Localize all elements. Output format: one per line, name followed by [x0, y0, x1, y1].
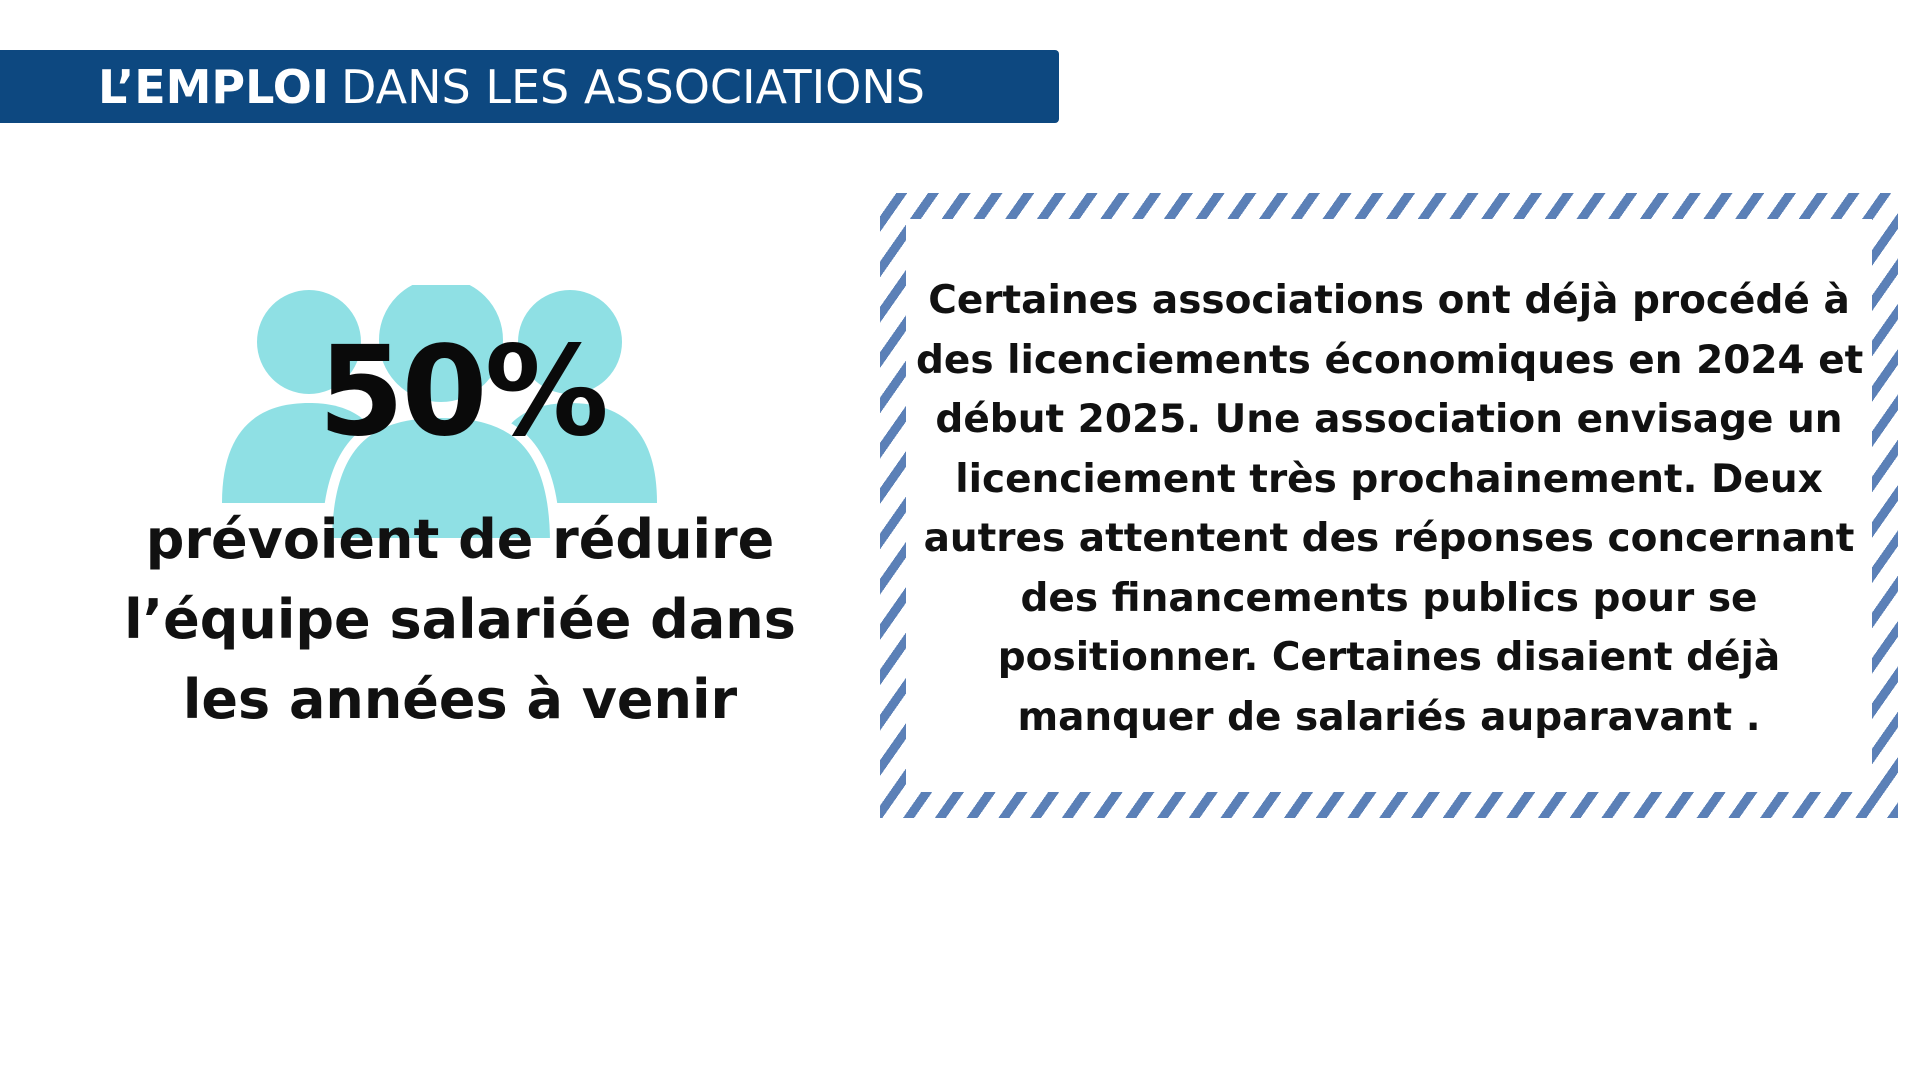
- title-bold-text: L’EMPLOI: [98, 59, 330, 114]
- info-box-line: des licenciements économiques en 2024 et: [916, 337, 1864, 383]
- title-rest-text: DANS LES ASSOCIATIONS: [341, 59, 925, 114]
- info-box-line: Certaines associations ont déjà procédé à: [928, 278, 1850, 323]
- info-box-line: autres attentent des réponses concernant: [923, 516, 1855, 561]
- info-box-line: positionner. Certaines disaient déjà: [997, 635, 1781, 680]
- stat-value: 50%: [318, 320, 606, 464]
- stat-caption-line: prévoient de réduire: [145, 508, 775, 571]
- info-box-line: des financements publics pour se: [1020, 575, 1758, 621]
- stat-caption-line: les années à venir: [182, 668, 738, 731]
- title-banner: [0, 50, 1059, 123]
- info-box-text: [906, 271, 1872, 747]
- stat-caption: [110, 500, 810, 740]
- info-box-line: licenciement très prochainement. Deux: [955, 456, 1823, 502]
- stat-caption-line: l’équipe salariée dans: [124, 588, 796, 651]
- info-box-line: début 2025. Une association envisage un: [935, 397, 1843, 442]
- info-box: [880, 193, 1898, 818]
- info-box-line: manquer de salariés auparavant .: [1017, 694, 1761, 740]
